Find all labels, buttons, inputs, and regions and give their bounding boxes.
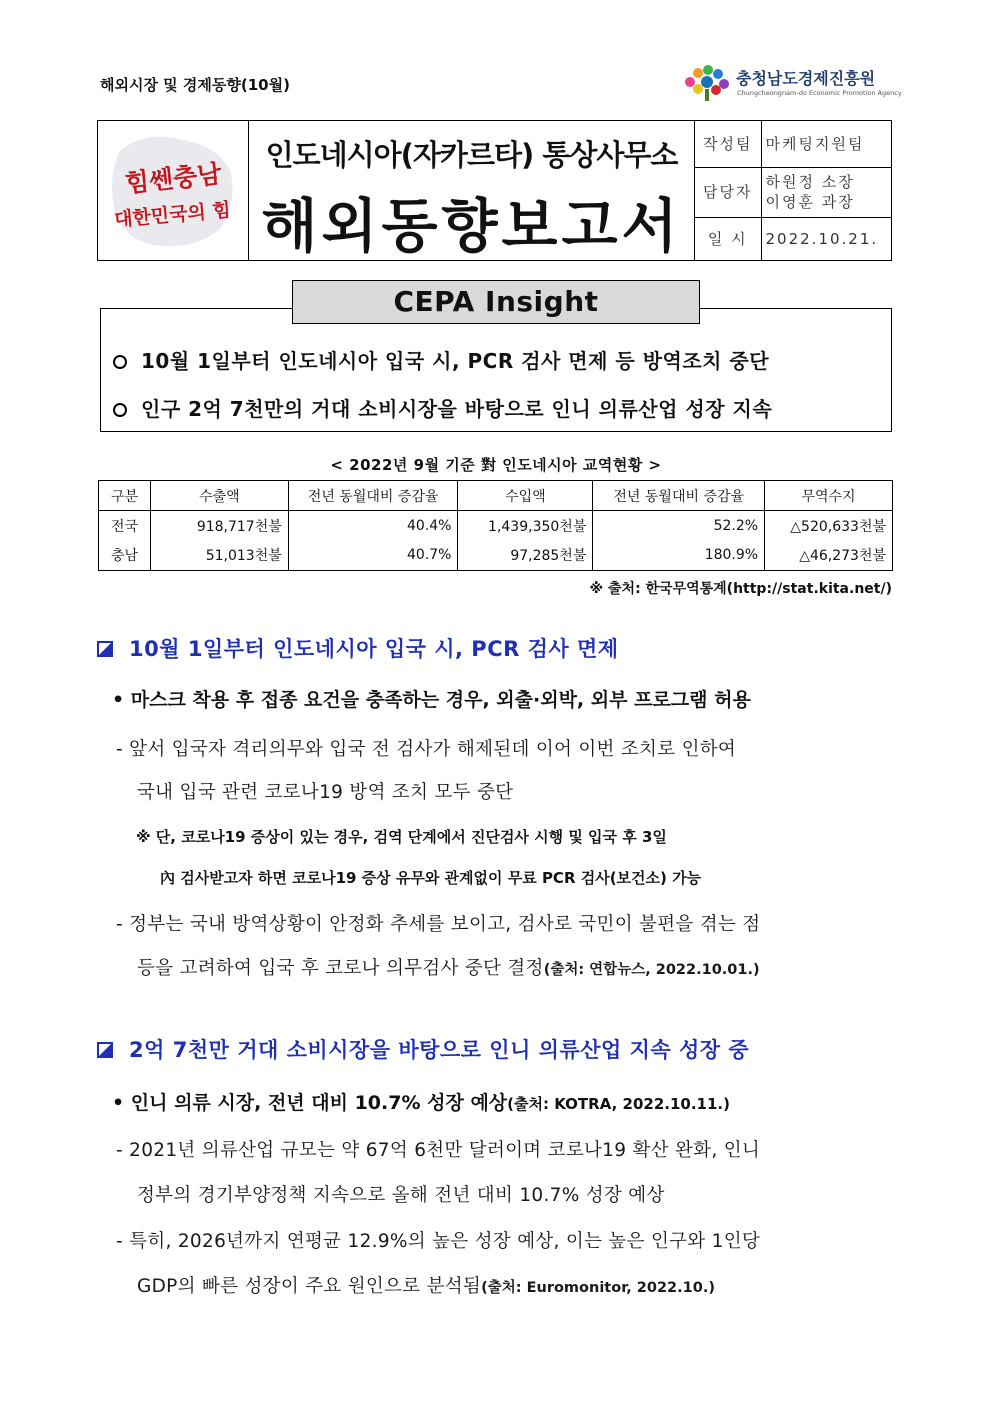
contact-person-2: 이영훈 과장: [765, 193, 855, 211]
table-row: [99, 511, 893, 541]
body-text: - 앞서 입국자 격리의무와 입국 전 검사가 해제된데 이어 이번 조치로 인하여: [116, 739, 737, 760]
insight-line: 10월 1일부터 인도네시아 입국 시, PCR 검사 면제 등 방역조치 중단: [113, 345, 769, 374]
body-text: GDP의 빠른 성장이 주요 원인으로 분석됨(출처: Euromonitor, 2022.10.): [137, 1276, 715, 1297]
table-cell: 전국: [99, 511, 151, 541]
body-text: 정부의 경기부양정책 지속으로 올해 전년 대비 10.7% 성장 예상: [137, 1185, 665, 1206]
report-title: 해외동향보고서: [261, 192, 682, 260]
report-meta-table: [695, 121, 891, 260]
body-text: - 2021년 의류산업 규모는 약 67억 6천만 달러이며 코로나19 확산 완화, 인니: [116, 1140, 761, 1161]
meta-row-contact: [695, 167, 891, 217]
circle-bullet-icon: [113, 355, 127, 369]
column-header: 수출액: [150, 481, 288, 511]
brand-slogan-logo: [98, 121, 249, 260]
source-citation: (출처: KOTRA, 2022.10.11.): [507, 1095, 730, 1113]
section-heading: 2억 7천만 거대 소비시장을 바탕으로 인니 의류산업 지속 성장 중: [97, 1034, 749, 1064]
meta-label: 작성팀: [695, 121, 761, 167]
svg-text:힘쎈충남: 힘쎈충남: [123, 159, 223, 199]
org-name: 충청남도경제진흥원: [736, 69, 876, 88]
table-cell: 충남: [99, 541, 151, 571]
document-label: 해외시장 및 경제동향(10월): [100, 76, 290, 94]
column-header: 전년 동월대비 증감율: [593, 481, 765, 511]
trade-status-table: [98, 480, 893, 571]
office-name: 인도네시아(자카르타) 통상사무소: [265, 138, 678, 172]
table-header-row: [99, 481, 893, 511]
body-text: - 특히, 2026년까지 연평균 12.9%의 높은 성장 예상, 이는 높은 인구와 1인당: [116, 1231, 761, 1252]
table-cell: 918,717천불: [150, 511, 288, 541]
svg-text:대한민국의 힘: 대한민국의 힘: [113, 198, 232, 232]
column-header: 수입액: [458, 481, 593, 511]
table-cell: 51,013천불: [150, 541, 288, 571]
flower-logo-icon: [678, 62, 734, 102]
table-cell: 40.4%: [288, 511, 458, 541]
org-name-english: Chungcheongnam-do Economic Promotion Agency: [737, 89, 902, 97]
column-header: 구분: [99, 481, 151, 511]
circle-bullet-icon: [113, 403, 127, 417]
section-heading: 10월 1일부터 인도네시아 입국 시, PCR 검사 면제: [97, 633, 619, 663]
slogan-calligraphy-icon: [98, 121, 249, 260]
report-header: [97, 120, 892, 261]
table-cell: 1,439,350천불: [458, 511, 593, 541]
meta-label: 일 시: [695, 217, 761, 260]
table-cell: 40.7%: [288, 541, 458, 571]
meta-row-team: [695, 121, 891, 167]
table-cell: △46,273천불: [765, 541, 893, 571]
meta-value: 2022.10.21.: [761, 217, 891, 260]
column-header: 무역수지: [765, 481, 893, 511]
table-cell: 97,285천불: [458, 541, 593, 571]
table-source: ※ 출처: 한국무역통계(http://stat.kita.net/): [589, 581, 892, 597]
report-title-block: [249, 121, 695, 260]
table-row: [99, 541, 893, 571]
body-text: 국내 입국 관련 코로나19 방역 조치 모두 중단: [137, 782, 514, 803]
note-text: ※ 단, 코로나19 증상이 있는 경우, 검역 단계에서 진단검사 시행 및 입국 후 3일: [136, 828, 667, 846]
meta-row-date: [695, 217, 891, 260]
section-bullet: • 인니 의류 시장, 전년 대비 10.7% 성장 예상(출처: KOTRA, 2022.10.11.): [112, 1092, 730, 1114]
table-cell: 52.2%: [593, 511, 765, 541]
contact-person-1: 하원정 소장: [765, 173, 855, 191]
column-header: 전년 동월대비 증감율: [288, 481, 458, 511]
org-logo: [678, 60, 908, 104]
square-bullet-icon: [97, 641, 113, 657]
meta-value: [761, 167, 891, 217]
table-cell: △520,633천불: [765, 511, 893, 541]
note-text: 內 검사받고자 하면 코로나19 증상 유무와 관계없이 무료 PCR 검사(보건소) 가능: [160, 869, 702, 887]
insight-summary-box: [100, 308, 892, 432]
source-citation: (출처: 연합뉴스, 2022.10.01.): [543, 962, 760, 978]
source-citation: (출처: Euromonitor, 2022.10.): [481, 1280, 715, 1296]
section-bullet: • 마스크 착용 후 접종 요건을 충족하는 경우, 외출·외박, 외부 프로그램 허용: [112, 689, 751, 711]
square-bullet-icon: [97, 1042, 113, 1058]
body-text: - 정부는 국내 방역상황이 안정화 추세를 보이고, 검사로 국민이 불편을 겪는 점: [116, 914, 761, 935]
meta-value: 마케팅지원팀: [761, 121, 891, 167]
insight-tag: CEPA Insight: [292, 280, 700, 324]
table-cell: 180.9%: [593, 541, 765, 571]
table-caption: < 2022년 9월 기준 對 인도네시아 교역현황 >: [330, 456, 662, 474]
body-text: 등을 고려하여 입국 후 코로나 의무검사 중단 결정(출처: 연합뉴스, 2022.10.01.): [137, 958, 760, 979]
insight-line: 인구 2억 7천만의 거대 소비시장을 바탕으로 인니 의류산업 성장 지속: [113, 393, 772, 422]
meta-label: 담당자: [695, 167, 761, 217]
